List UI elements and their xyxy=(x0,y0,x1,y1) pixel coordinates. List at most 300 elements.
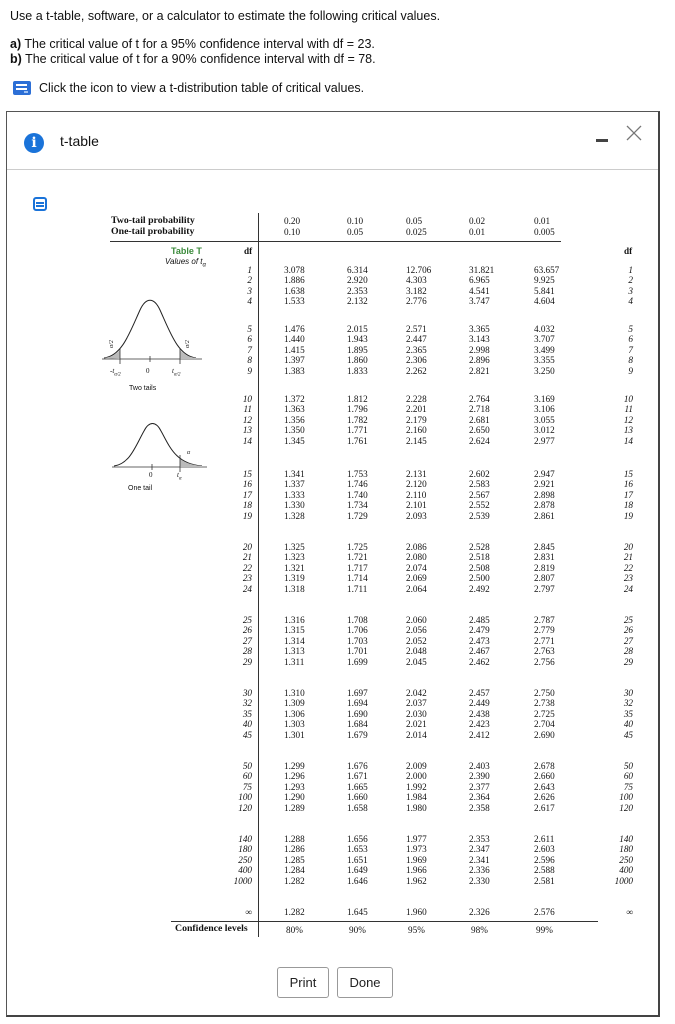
value-cell: 1.290 xyxy=(284,792,305,803)
table-column xyxy=(347,265,368,307)
value-cell: 2.009 xyxy=(406,761,427,771)
value-cell: 1.321 xyxy=(284,562,305,573)
value-cell: 1.676 xyxy=(347,761,368,771)
value-cell: 1.476 xyxy=(284,324,305,334)
value-cell: 2.145 xyxy=(406,435,427,446)
df-cell: 27 xyxy=(242,635,252,646)
value-cell: 2.423 xyxy=(469,719,490,730)
df-cell: 7 xyxy=(628,344,633,355)
value-cell: 1.318 xyxy=(284,583,305,594)
value-cell: 1.886 xyxy=(284,275,305,286)
value-cell: 2.341 xyxy=(469,854,490,865)
one-tail-prob: 0.01 xyxy=(469,227,486,237)
df-cell: 11 xyxy=(624,404,633,415)
value-cell: 12.706 xyxy=(406,265,432,275)
two-tail-label: Two-tail probability xyxy=(111,215,195,226)
table-column xyxy=(347,834,368,886)
value-cell: 4.303 xyxy=(406,275,427,286)
fig1-right-t xyxy=(172,366,180,381)
value-cell: 2.920 xyxy=(347,275,368,286)
value-cell: 2.596 xyxy=(534,854,555,865)
df-cell: 50 xyxy=(623,761,633,771)
table-column xyxy=(284,469,305,521)
value-cell: 1.311 xyxy=(284,656,305,667)
value-cell: 2.101 xyxy=(406,500,427,511)
value-cell: 1.725 xyxy=(347,542,368,552)
df-cell: 60 xyxy=(242,771,252,782)
value-cell: 2.508 xyxy=(469,562,490,573)
table-icon[interactable] xyxy=(12,80,32,96)
value-cell: 2.725 xyxy=(534,708,555,719)
table-column xyxy=(232,907,252,917)
value-cell: 2.718 xyxy=(469,404,490,415)
df-cell: 21 xyxy=(242,552,252,563)
df-cell: 4 xyxy=(247,296,252,307)
value-cell: 1.980 xyxy=(406,802,427,813)
df-cell: 22 xyxy=(242,562,252,573)
df-cell: 35 xyxy=(623,708,633,719)
value-cell: 2.690 xyxy=(534,729,555,740)
part-b xyxy=(10,52,376,66)
value-cell: 6.965 xyxy=(469,275,490,286)
two-tail-prob: 0.02 xyxy=(469,216,486,226)
value-cell: 3.250 xyxy=(534,365,555,376)
table-column xyxy=(469,394,490,446)
df-label-right: df xyxy=(624,246,633,256)
value-cell: 1.651 xyxy=(347,854,368,865)
value-cell: 31.821 xyxy=(469,265,495,275)
df-cell: 2 xyxy=(628,275,633,286)
confidence-label: Confidence levels xyxy=(175,923,248,934)
value-cell: 1.699 xyxy=(347,656,368,667)
value-cell: 1.973 xyxy=(406,844,427,855)
df-cell: 1000 xyxy=(233,875,252,886)
df-cell: 15 xyxy=(623,469,633,479)
value-cell: 1.656 xyxy=(347,834,368,844)
table-column xyxy=(534,324,555,376)
value-cell: 3.707 xyxy=(534,334,555,345)
value-cell: 2.660 xyxy=(534,771,555,782)
value-cell: 2.528 xyxy=(469,542,490,552)
value-cell: 2.042 xyxy=(406,688,427,698)
df-cell: 8 xyxy=(628,355,633,366)
value-cell: 1.333 xyxy=(284,489,305,500)
df-cell: 1 xyxy=(247,265,252,275)
table-column xyxy=(469,265,494,307)
value-cell: 1.325 xyxy=(284,542,305,552)
table-column xyxy=(534,394,555,446)
df-cell: 60 xyxy=(623,771,633,782)
fig1-tail-right: α/2 xyxy=(185,340,191,348)
value-cell: 1.649 xyxy=(347,865,368,876)
confidence-rule xyxy=(171,921,598,922)
df-cell: 29 xyxy=(623,656,633,667)
df-cell: 29 xyxy=(242,656,252,667)
value-cell: 1.660 xyxy=(347,792,368,803)
value-cell: 2.056 xyxy=(406,625,427,636)
table-column xyxy=(534,265,559,307)
table-column xyxy=(347,469,368,521)
value-cell: 2.821 xyxy=(469,365,490,376)
value-cell: 2.000 xyxy=(406,771,427,782)
df-cell: 35 xyxy=(242,708,252,719)
table-column xyxy=(469,688,490,740)
value-cell: 2.473 xyxy=(469,635,490,646)
value-cell: 2.845 xyxy=(534,542,555,552)
value-cell: 1.706 xyxy=(347,625,368,636)
table-column xyxy=(232,615,252,667)
values-of-sub: α xyxy=(202,262,206,269)
value-cell: 1.328 xyxy=(284,510,305,521)
df-cell: 1 xyxy=(628,265,633,275)
header-rule xyxy=(110,241,561,242)
value-cell: 1.345 xyxy=(284,435,305,446)
value-cell: 1.440 xyxy=(284,334,305,345)
value-cell: 4.032 xyxy=(534,324,555,334)
df-cell: 19 xyxy=(242,510,252,521)
value-cell: 2.602 xyxy=(469,469,490,479)
value-cell: 1.671 xyxy=(347,771,368,782)
value-cell: 2.358 xyxy=(469,802,490,813)
value-cell: 1.746 xyxy=(347,479,368,490)
df-cell: 10 xyxy=(242,394,252,404)
confidence-level: 95% xyxy=(408,925,425,935)
value-cell: 2.131 xyxy=(406,469,427,479)
df-cell: 2 xyxy=(247,275,252,286)
value-cell: 1.288 xyxy=(284,834,305,844)
value-cell: 2.998 xyxy=(469,344,490,355)
value-cell: 2.110 xyxy=(406,489,427,500)
table-column xyxy=(469,834,490,886)
df-cell: 40 xyxy=(623,719,633,730)
table-column xyxy=(284,265,305,307)
df-cell: 45 xyxy=(623,729,633,740)
value-cell: 2.201 xyxy=(406,404,427,415)
value-cell: 1.323 xyxy=(284,552,305,563)
value-cell: 2.518 xyxy=(469,552,490,563)
df-cell: 18 xyxy=(242,500,252,511)
df-cell: 140 xyxy=(619,834,633,844)
table-column xyxy=(347,542,368,594)
value-cell: 1.314 xyxy=(284,635,305,646)
df-cell: 25 xyxy=(242,615,252,625)
value-cell: 1.761 xyxy=(347,435,368,446)
df-cell: 50 xyxy=(242,761,252,771)
table-column xyxy=(284,542,305,594)
table-column xyxy=(284,394,305,446)
value-cell: 1.977 xyxy=(406,834,427,844)
value-cell: 1.796 xyxy=(347,404,368,415)
table-column xyxy=(406,615,427,667)
value-cell: 2.704 xyxy=(534,719,555,730)
df-cell: 3 xyxy=(247,285,252,296)
value-cell: 2.776 xyxy=(406,296,427,307)
view-table-link[interactable] xyxy=(12,80,364,96)
table-column xyxy=(406,688,427,740)
one-tail-prob: 0.025 xyxy=(406,227,427,237)
value-cell: 2.921 xyxy=(534,479,555,490)
table-column xyxy=(347,907,368,917)
table-column xyxy=(406,761,427,813)
value-cell: 2.160 xyxy=(406,425,427,436)
two-tail-prob: 0.05 xyxy=(406,216,423,226)
table-column xyxy=(284,688,305,740)
df-cell: 6 xyxy=(628,334,633,345)
value-cell: 2.403 xyxy=(469,761,490,771)
part-a-label: a) xyxy=(10,37,22,51)
value-cell: 2.898 xyxy=(534,489,555,500)
table-column xyxy=(534,615,555,667)
value-cell: 1.330 xyxy=(284,500,305,511)
value-cell: 2.947 xyxy=(534,469,555,479)
df-cell: 26 xyxy=(623,625,633,636)
value-cell: 1.313 xyxy=(284,646,305,657)
value-cell: 2.462 xyxy=(469,656,490,667)
value-cell: 2.571 xyxy=(406,324,427,334)
one-tail-distribution-figure xyxy=(112,417,212,497)
df-cell: 45 xyxy=(242,729,252,740)
df-cell: 12 xyxy=(242,414,252,425)
value-cell: 2.048 xyxy=(406,646,427,657)
confidence-level: 99% xyxy=(536,925,553,935)
value-cell: 1.729 xyxy=(347,510,368,521)
value-cell: 2.581 xyxy=(534,875,555,886)
df-cell: 26 xyxy=(242,625,252,636)
df-cell: ∞ xyxy=(626,907,633,917)
table-column xyxy=(284,324,305,376)
value-cell: 2.797 xyxy=(534,583,555,594)
df-cell: 30 xyxy=(242,688,252,698)
value-cell: 2.861 xyxy=(534,510,555,521)
view-table-text[interactable]: Click the icon to view a t-distribution table of critical values. xyxy=(39,81,365,95)
value-cell: 2.069 xyxy=(406,573,427,584)
part-b-text: The critical value of t for a 90% confidence interval with df = 78. xyxy=(25,52,376,66)
df-cell: 75 xyxy=(623,781,633,792)
table-column xyxy=(232,324,252,376)
table-column xyxy=(406,394,427,446)
value-cell: 2.228 xyxy=(406,394,427,404)
table-column xyxy=(534,469,555,521)
two-tail-prob: 0.20 xyxy=(284,216,301,226)
table-name: Table T xyxy=(171,246,202,256)
table-column xyxy=(469,324,490,376)
table-column xyxy=(469,907,490,917)
value-cell: 1.690 xyxy=(347,708,368,719)
df-cell: 250 xyxy=(238,854,252,865)
value-cell: 3.365 xyxy=(469,324,490,334)
df-cell: ∞ xyxy=(245,907,252,917)
table-column xyxy=(613,761,633,813)
value-cell: 1.341 xyxy=(284,469,305,479)
value-cell: 3.078 xyxy=(284,265,305,275)
value-cell: 6.314 xyxy=(347,265,368,275)
fig2-alpha: α xyxy=(187,450,191,456)
value-cell: 2.896 xyxy=(469,355,490,366)
confidence-level: 90% xyxy=(349,925,366,935)
value-cell: 1.316 xyxy=(284,615,305,625)
value-cell: 2.878 xyxy=(534,500,555,511)
value-cell: 1.721 xyxy=(347,552,368,563)
value-cell: 2.738 xyxy=(534,698,555,709)
table-column xyxy=(534,542,555,594)
table-column xyxy=(284,907,305,917)
value-cell: 1.962 xyxy=(406,875,427,886)
df-cell: 16 xyxy=(242,479,252,490)
value-cell: 2.330 xyxy=(469,875,490,886)
value-cell: 1.299 xyxy=(284,761,305,771)
value-cell: 1.992 xyxy=(406,781,427,792)
value-cell: 2.552 xyxy=(469,500,490,511)
value-cell: 1.697 xyxy=(347,688,368,698)
value-cell: 1.969 xyxy=(406,854,427,865)
value-cell: 1.397 xyxy=(284,355,305,366)
fig1-tail-left: α/2 xyxy=(109,340,115,348)
value-cell: 1.286 xyxy=(284,844,305,855)
df-cell: 11 xyxy=(243,404,252,415)
value-cell: 1.303 xyxy=(284,719,305,730)
value-cell: 2.588 xyxy=(534,865,555,876)
one-tail-caption: One tail xyxy=(128,485,153,492)
two-tails-caption: Two tails xyxy=(129,385,157,392)
table-column xyxy=(406,542,427,594)
value-cell: 1.363 xyxy=(284,404,305,415)
df-cell: 4 xyxy=(628,296,633,307)
one-tail-prob: 0.10 xyxy=(284,227,301,237)
value-cell: 2.787 xyxy=(534,615,555,625)
fig2-t-sub: α xyxy=(178,476,182,482)
table-column xyxy=(534,834,555,886)
value-cell: 1.383 xyxy=(284,365,305,376)
table-column xyxy=(613,615,633,667)
df-cell: 9 xyxy=(247,365,252,376)
value-cell: 1.296 xyxy=(284,771,305,782)
df-cell: 3 xyxy=(628,285,633,296)
value-cell: 3.747 xyxy=(469,296,490,307)
df-cell: 6 xyxy=(247,334,252,345)
two-tail-prob: 0.10 xyxy=(347,216,364,226)
value-cell: 2.643 xyxy=(534,781,555,792)
value-cell: 1.960 xyxy=(406,907,427,917)
table-column xyxy=(232,834,252,886)
value-cell: 2.779 xyxy=(534,625,555,636)
value-cell: 1.372 xyxy=(284,394,305,404)
table-column xyxy=(534,907,555,917)
value-cell: 2.681 xyxy=(469,414,490,425)
print-button[interactable]: Print xyxy=(277,967,329,998)
df-cell: 75 xyxy=(242,781,252,792)
fig1-right-sub: α/2 xyxy=(173,372,181,378)
table-column xyxy=(469,615,490,667)
value-cell: 2.365 xyxy=(406,344,427,355)
value-cell: 2.750 xyxy=(534,688,555,698)
value-cell: 2.539 xyxy=(469,510,490,521)
df-cell: 20 xyxy=(242,542,252,552)
table-column xyxy=(232,394,252,446)
value-cell: 2.831 xyxy=(534,552,555,563)
df-cell: 180 xyxy=(619,844,633,855)
value-cell: 2.500 xyxy=(469,573,490,584)
df-cell: 15 xyxy=(242,469,252,479)
value-cell: 2.485 xyxy=(469,615,490,625)
dialog-title: t-table xyxy=(60,133,99,149)
table-column xyxy=(232,688,252,740)
fig1-left-sub: α/2 xyxy=(114,372,121,378)
value-cell: 2.179 xyxy=(406,414,427,425)
table-column xyxy=(469,542,490,594)
table-column xyxy=(347,394,368,446)
df-cell: 28 xyxy=(242,646,252,657)
table-column xyxy=(534,688,555,740)
value-cell: 1.306 xyxy=(284,708,305,719)
part-a xyxy=(10,37,375,51)
value-cell: 2.583 xyxy=(469,479,490,490)
value-cell: 2.457 xyxy=(469,688,490,698)
value-cell: 1.415 xyxy=(284,344,305,355)
value-cell: 1.310 xyxy=(284,688,305,698)
value-cell: 1.285 xyxy=(284,854,305,865)
value-cell: 1.301 xyxy=(284,729,305,740)
value-cell: 2.014 xyxy=(406,729,427,740)
value-cell: 1.315 xyxy=(284,625,305,636)
value-cell: 1.645 xyxy=(347,907,368,917)
df-cell: 17 xyxy=(242,489,252,500)
value-cell: 1.714 xyxy=(347,573,368,584)
two-tail-prob: 0.01 xyxy=(534,216,551,226)
value-cell: 1.282 xyxy=(284,875,305,886)
value-cell: 2.626 xyxy=(534,792,555,803)
value-cell: 4.541 xyxy=(469,285,490,296)
value-cell: 2.353 xyxy=(469,834,490,844)
value-cell: 5.841 xyxy=(534,285,555,296)
df-cell: 24 xyxy=(242,583,252,594)
df-cell: 10 xyxy=(623,394,633,404)
table-column xyxy=(613,265,633,307)
df-cell: 400 xyxy=(238,865,252,876)
value-cell: 1.293 xyxy=(284,781,305,792)
value-cell: 2.977 xyxy=(534,435,555,446)
value-cell: 2.074 xyxy=(406,562,427,573)
one-tail-prob: 0.005 xyxy=(534,227,555,237)
table-column xyxy=(284,761,305,813)
value-cell: 2.093 xyxy=(406,510,427,521)
table-column xyxy=(406,324,427,376)
value-cell: 1.708 xyxy=(347,615,368,625)
df-cell: 14 xyxy=(242,435,252,446)
fig2-zero: 0 xyxy=(149,471,153,479)
value-cell: 2.771 xyxy=(534,635,555,646)
table-column xyxy=(534,761,555,813)
table-column xyxy=(232,542,252,594)
value-cell: 2.624 xyxy=(469,435,490,446)
value-cell: 3.499 xyxy=(534,344,555,355)
value-cell: 2.763 xyxy=(534,646,555,657)
value-cell: 1.943 xyxy=(347,334,368,345)
df-cell: 16 xyxy=(623,479,633,490)
table-column xyxy=(406,265,431,307)
value-cell: 1.734 xyxy=(347,500,368,511)
value-cell: 2.080 xyxy=(406,552,427,563)
one-tail-label: One-tail probability xyxy=(111,226,195,237)
df-cell: 400 xyxy=(619,865,633,876)
value-cell: 1.653 xyxy=(347,844,368,855)
done-button[interactable]: Done xyxy=(337,967,393,998)
confidence-level: 80% xyxy=(286,925,303,935)
value-cell: 2.045 xyxy=(406,656,427,667)
value-cell: 2.064 xyxy=(406,583,427,594)
df-cell: 23 xyxy=(242,573,252,584)
value-cell: 2.678 xyxy=(534,761,555,771)
value-cell: 2.617 xyxy=(534,802,555,813)
